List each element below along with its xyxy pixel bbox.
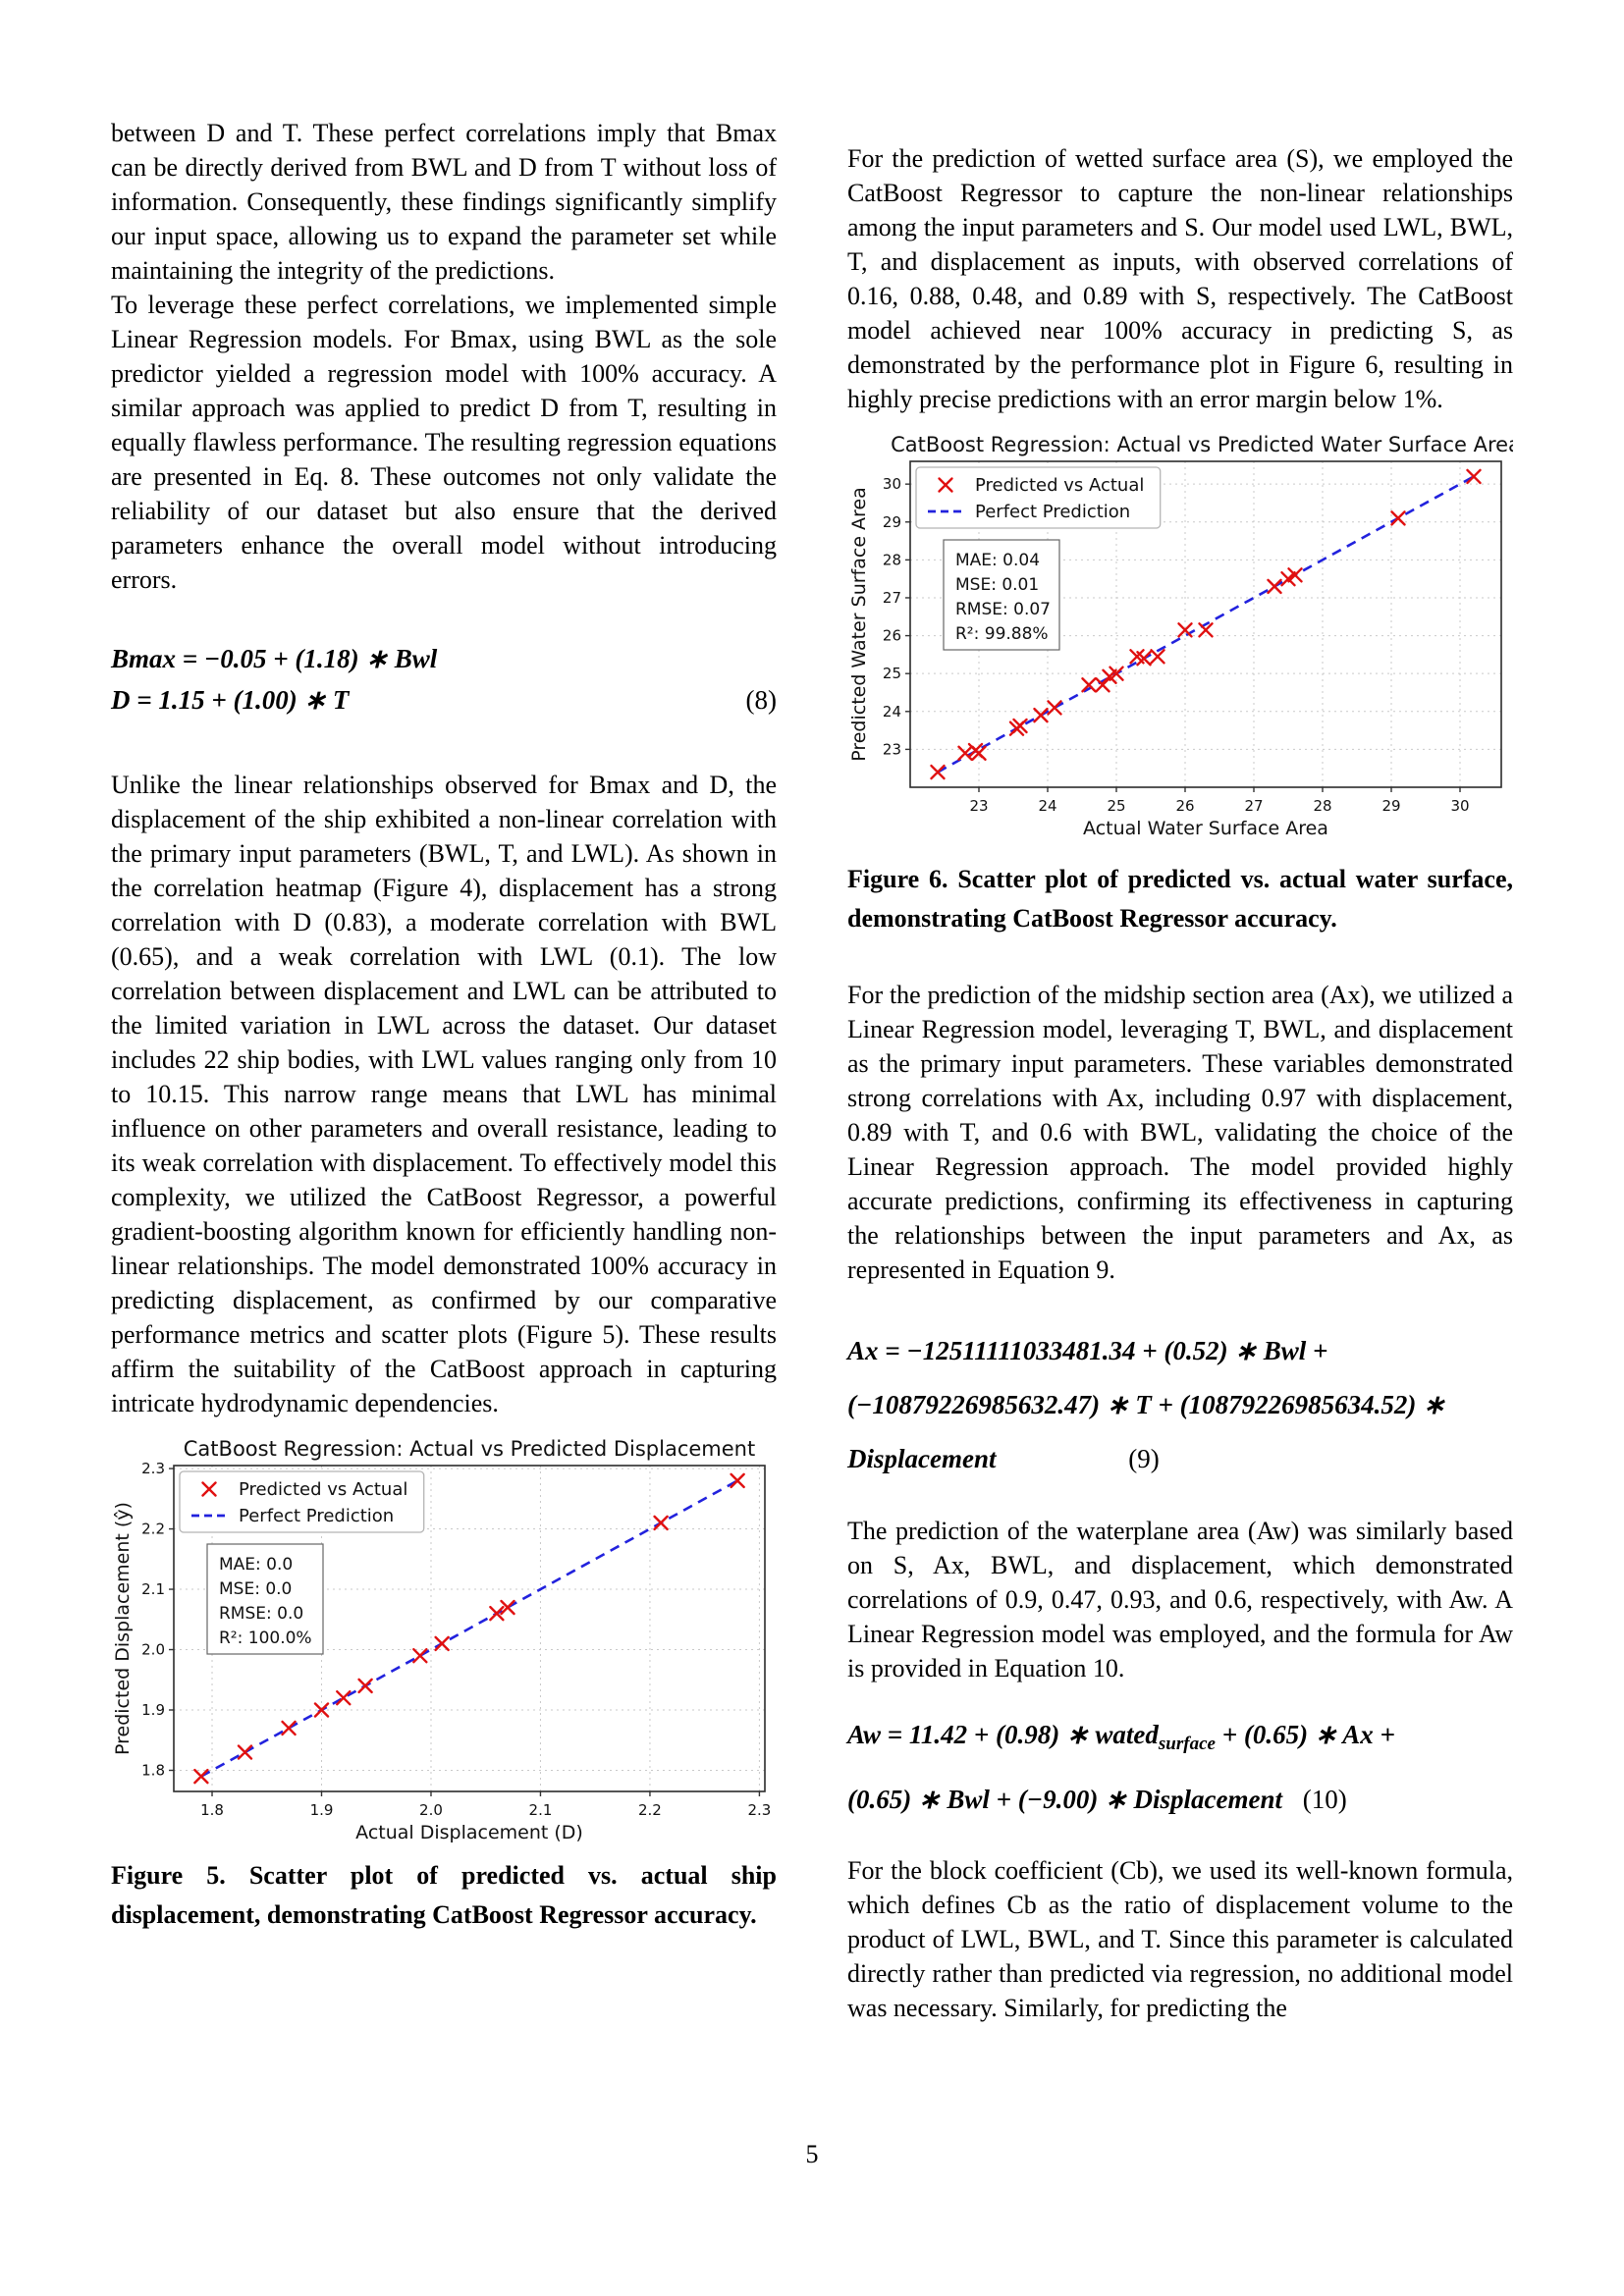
svg-text:RMSE: 0.07: RMSE: 0.07 <box>955 600 1051 619</box>
svg-text:2.2: 2.2 <box>141 1520 165 1538</box>
svg-text:29: 29 <box>882 512 901 531</box>
svg-text:25: 25 <box>882 665 901 683</box>
svg-text:2.3: 2.3 <box>747 1801 772 1819</box>
svg-text:2.0: 2.0 <box>419 1801 443 1819</box>
svg-text:Predicted vs Actual: Predicted vs Actual <box>975 475 1145 496</box>
svg-text:MAE: 0.0: MAE: 0.0 <box>219 1555 294 1575</box>
svg-text:MAE: 0.04: MAE: 0.04 <box>955 551 1041 570</box>
equation-9-line2: (−10879226985632.47) ∗ T + (10879226985634.52) ∗ <box>847 1390 1445 1419</box>
svg-text:Perfect Prediction: Perfect Prediction <box>975 502 1131 522</box>
svg-text:2.1: 2.1 <box>141 1580 165 1599</box>
figure5-scatter-chart <box>111 1436 777 1846</box>
paragraph-wetted-surface: For the prediction of wetted surface area (S), we employed the CatBoost Regressor to capture the non-linear relationships among the input parameters and S. Our model used LWL, BWL, T, and displacement as inputs, with observed correlations of 0.16, 0.88, 0.48, and 0.89 with S, respectively. The CatBoost model achieved near 100% accuracy in predicting S, as demonstrated by the performance plot in Figure 6, resulting in highly precise predictions with an error margin below 1%. <box>847 144 1513 413</box>
equation-10-number: (10) <box>1302 1785 1347 1814</box>
svg-text:CatBoost Regression: Actual vs: CatBoost Regression: Actual vs Predicted Water Surface Area <box>891 433 1513 456</box>
svg-text:26: 26 <box>1175 797 1195 815</box>
svg-text:2.3: 2.3 <box>141 1460 165 1478</box>
equation-10 <box>847 1707 1513 1828</box>
svg-text:1.9: 1.9 <box>309 1801 334 1819</box>
svg-text:23: 23 <box>969 797 989 815</box>
svg-text:24: 24 <box>882 702 901 721</box>
paragraph-waterplane-area: The prediction of the waterplane area (Aw) was similarly based on S, Ax, BWL, and displacement, which demonstrated correlations of 0.9, 0.47, 0.93, and 0.6, respectively, with Aw. A Linear Regression model was employed, and the formula for Aw is provided in Equation 10. <box>847 1517 1513 1682</box>
svg-text:RMSE: 0.0: RMSE: 0.0 <box>219 1604 304 1624</box>
svg-text:CatBoost Regression: Actual vs: CatBoost Regression: Actual vs Predicted Displacement <box>183 1437 756 1461</box>
paragraph-linear-regression: To leverage these perfect correlations, we implemented simple Linear Regression models. For Bmax, using BWL as the sole predictor yielded a regression model with 100% accuracy. A similar approach was applied to predict D from T, resulting in equally flawless performance. The resulting regression equations are presented in Eq. 8. These outcomes not only validate the reliability of our dataset but also ensure that the derived parameters enhance the overall model without introducing errors. <box>111 291 777 594</box>
svg-text:2.1: 2.1 <box>528 1801 553 1819</box>
svg-text:27: 27 <box>882 588 901 607</box>
svg-text:Predicted Water Surface Area: Predicted Water Surface Area <box>848 487 870 762</box>
svg-text:28: 28 <box>1313 797 1332 815</box>
paragraph-midship-area: For the prediction of the midship section area (Ax), we utilized a Linear Regression model, leveraging T, BWL, and displacement as the primary input parameters. These variables demonstrated strong correlations with Ax, including 0.97 with displacement, 0.89 with T, and 0.6 with BWL, validating the choice of the Linear Regression approach. The model provided highly accurate predictions, confirming its effectiveness in capturing the relationships between the input parameters and Ax, as represented in Equation 9. <box>847 981 1513 1284</box>
svg-text:24: 24 <box>1038 797 1057 815</box>
svg-text:1.8: 1.8 <box>141 1761 165 1780</box>
svg-text:25: 25 <box>1107 797 1126 815</box>
svg-text:1.9: 1.9 <box>141 1701 165 1719</box>
svg-text:R²: 99.88%: R²: 99.88% <box>955 624 1049 644</box>
figure-5 <box>111 1436 777 1935</box>
equation-8-line2: D = 1.15 + (1.00) ∗ T (8) <box>111 679 777 721</box>
figure5-caption: Figure 5. Scatter plot of predicted vs. actual ship displacement, demonstrating CatBoost Regressor accuracy. <box>111 1861 777 1929</box>
equation-9-line3: Displacement (9) <box>847 1444 1160 1473</box>
equation-9-line1: Ax = −12511111033481.34 + (0.52) ∗ Bwl + <box>847 1336 1328 1365</box>
svg-text:Actual Water Surface Area: Actual Water Surface Area <box>1083 818 1328 839</box>
svg-text:Predicted vs Actual: Predicted vs Actual <box>239 1479 408 1500</box>
right-column <box>847 116 1513 2025</box>
left-column <box>111 116 777 1935</box>
paragraph-correlations: between D and T. These perfect correlations imply that Bmax can be directly derived from BWL and D from T without loss of information. Consequently, these findings significantly simplify our input space, allowing us to expand the parameter set while maintaining the integrity of the predictions. <box>111 119 777 285</box>
svg-text:2.2: 2.2 <box>638 1801 662 1819</box>
figure6-caption: Figure 6. Scatter plot of predicted vs. actual water surface, demonstrating CatBoost Regressor accuracy. <box>847 865 1513 933</box>
equation-8 <box>111 638 777 721</box>
equation-8-line1: Bmax = −0.05 + (1.18) ∗ Bwl <box>111 644 438 673</box>
equation-9 <box>847 1324 1513 1486</box>
equation-10-line2: (0.65) ∗ Bwl + (−9.00) ∗ Displacement (10) <box>847 1785 1347 1814</box>
svg-text:Perfect Prediction: Perfect Prediction <box>239 1506 395 1526</box>
svg-text:27: 27 <box>1244 797 1264 815</box>
equation-8-number: (8) <box>745 685 777 715</box>
paragraph-block-coefficient: For the block coefficient (Cb), we used its well-known formula, which defines Cb as the ratio of displacement volume to the product of LWL, BWL, and T. Since this parameter is calculated directly rather than predicted via regression, no additional model was necessary. Similarly, for predicting the <box>847 1856 1513 2022</box>
svg-text:30: 30 <box>1450 797 1470 815</box>
equation-9-number: (9) <box>1128 1444 1160 1473</box>
svg-text:MSE: 0.01: MSE: 0.01 <box>955 575 1040 595</box>
svg-text:R²: 100.0%: R²: 100.0% <box>219 1629 312 1648</box>
figure-6 <box>847 432 1513 938</box>
svg-text:26: 26 <box>882 626 901 645</box>
svg-text:Actual Displacement (D): Actual Displacement (D) <box>355 1822 583 1843</box>
svg-text:1.8: 1.8 <box>200 1801 224 1819</box>
svg-text:29: 29 <box>1381 797 1401 815</box>
svg-text:MSE: 0.0: MSE: 0.0 <box>219 1579 293 1599</box>
equation-10-line1: Aw = 11.42 + (0.98) ∗ wated$_{surface}$ + (0.65) ∗ Ax + <box>847 1720 1395 1754</box>
equation-10-subscript: surface <box>1158 1734 1216 1754</box>
svg-text:2.0: 2.0 <box>141 1640 165 1659</box>
figure6-scatter-chart <box>847 432 1513 842</box>
svg-text:30: 30 <box>882 475 901 494</box>
page-number: 5 <box>805 2140 819 2168</box>
svg-text:28: 28 <box>882 551 901 569</box>
paragraph-displacement: Unlike the linear relationships observed for Bmax and D, the displacement of the ship exhibited a non-linear correlation with the primary input parameters (BWL, T, and LWL). As shown in the correlation heatmap (Figure 4), displacement has a strong correlation with D (0.83), a moderate correlation with BWL (0.65), and a weak correlation with LWL (0.1). The low correlation between displacement and LWL can be attributed to the limited variation in LWL across the dataset. Our dataset includes 22 ship bodies, with LWL values ranging only from 10 to 10.15. This narrow range means that LWL has minimal influence on other parameters and overall resistance, leading to its weak correlation with displacement. To effectively model this complexity, we utilized the CatBoost Regressor, a powerful gradient-boosting algorithm known for efficiently handling non-linear relationships. The model demonstrated 100% accuracy in predicting displacement, as confirmed by our comparative performance metrics and scatter plots (Figure 5). These results affirm the suitability of the CatBoost approach in capturing intricate hydrodynamic dependencies. <box>111 771 777 1417</box>
svg-text:Predicted Displacement (ŷ): Predicted Displacement (ŷ) <box>112 1502 134 1755</box>
svg-text:23: 23 <box>882 740 901 759</box>
